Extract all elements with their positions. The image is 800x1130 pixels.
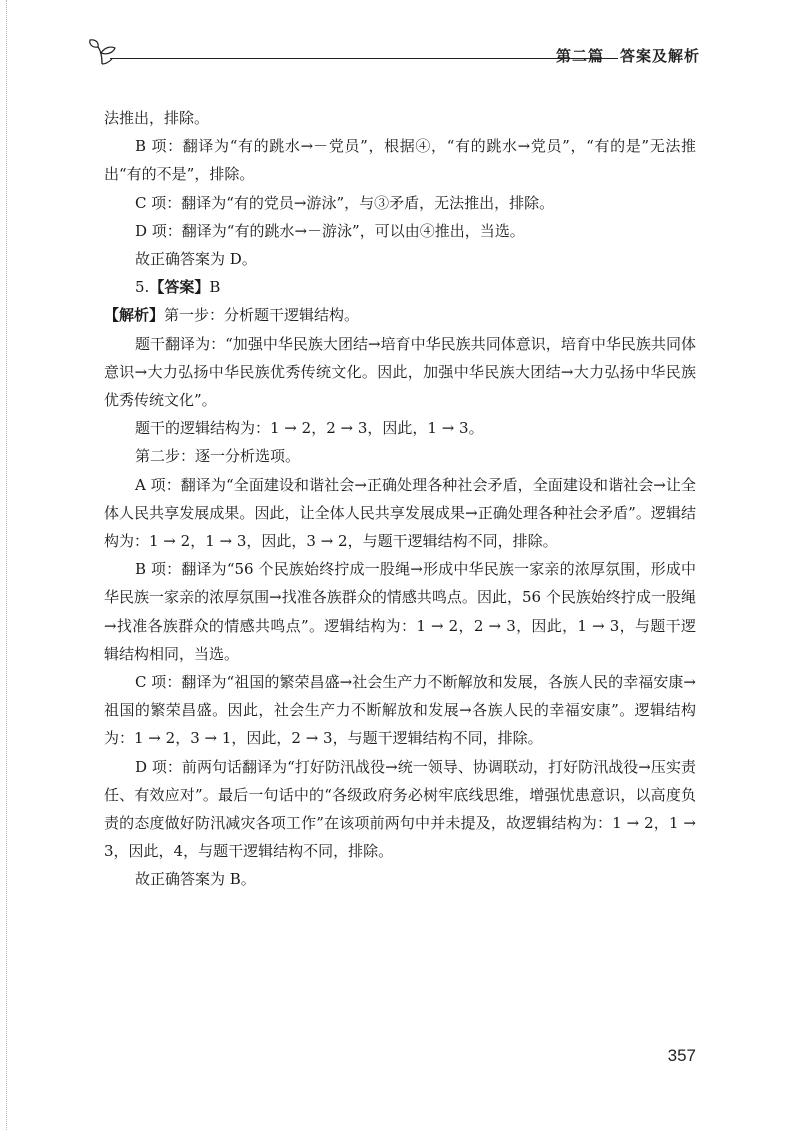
paragraph-option-b: B 项：翻译为“56 个民族始终拧成一股绳→形成中华民族一家亲的浓厚氛围，形成中华民族一家亲的浓厚氛围→找准各族群众的情感共鸣点。因此，56 个民族始终拧成一股绳→找准各族群众的情感共鸣点”。逻辑结构为：1 → 2，2 → 3，因此，1 → 3，与题干逻辑结构相同，当选。 <box>104 560 696 663</box>
question-number: 5. <box>135 278 150 297</box>
analysis-step-one: 第一步：分析题干逻辑结构。 <box>164 306 360 325</box>
analysis-tag: 【解析】 <box>104 306 165 325</box>
page-header <box>86 38 700 68</box>
paragraph-option-c: C 项：翻译为“有的党员→游泳”，与③矛盾，无法推出，排除。 <box>135 193 555 212</box>
paragraph-option-d: D 项：前两句话翻译为“打好防汛战役→统一领导、协调联动，打好防汛战役→压实责任、有效应对”。最后一句话中的“各级政府务必树牢底线思维，增强忧患意识，以高度负责的态度做好防汛减灾各项工作”在该项前两句中并未提及，故逻辑结构为：1 → 2，1 → 3，因此，4，与题干逻辑结构不同，排除。 <box>104 757 696 861</box>
paragraph-conclusion: 故正确答案为 D。 <box>135 250 257 269</box>
header-rule <box>110 58 618 59</box>
answer-tag: 【答案】 <box>149 278 210 297</box>
question-5-analysis <box>104 301 696 329</box>
question-5-answer <box>104 273 696 301</box>
paragraph-option-b: B 项：翻译为“有的跳水→－党员”，根据④，“有的跳水→党员”，“有的是”无法推出“有的不是”，排除。 <box>104 137 696 184</box>
paragraph-option-d: D 项：翻译为“有的跳水→－游泳”，可以由④推出，当选。 <box>135 221 525 240</box>
paragraph-stem-structure: 题干的逻辑结构为：1 → 2，2 → 3，因此，1 → 3。 <box>135 419 484 438</box>
paragraph-conclusion: 故正确答案为 B。 <box>135 870 256 889</box>
paragraph-step-two: 第二步：逐一分析选项。 <box>135 447 301 466</box>
paragraph-stem-translation: 题干翻译为：“加强中华民族大团结→培育中华民族共同体意识，培育中华民族共同体意识→大力弘扬中华民族优秀传统文化。因此，加强中华民族大团结→大力弘扬中华民族优秀传统文化”。 <box>104 334 696 410</box>
section-title: 第二篇 答案及解析 <box>555 47 700 65</box>
answer-value: B <box>209 278 221 297</box>
paragraph-option-a: A 项：翻译为“全面建设和谐社会→正确处理各种社会矛盾，全面建设和谐社会→让全体人民共享发展成果。因此，让全体人民共享发展成果→正确处理各种社会矛盾”。逻辑结构为：1 → 2，1 → 3，因此，3 → 2，与题干逻辑结构不同，排除。 <box>104 475 696 551</box>
paragraph-option-c: C 项：翻译为“祖国的繁荣昌盛→社会生产力不断解放和发展，各族人民的幸福安康→祖国的繁荣昌盛。因此，社会生产力不断解放和发展→各族人民的幸福安康”。逻辑结构为：1 → 2，3 → 1，因此，2 → 3，与题干逻辑结构不同，排除。 <box>104 673 696 748</box>
page-number: 357 <box>667 1046 696 1065</box>
paragraph: 法推出，排除。 <box>104 109 210 127</box>
page-body <box>104 104 696 894</box>
scan-edge <box>6 0 8 1130</box>
sprout-leaf-icon <box>86 38 120 66</box>
